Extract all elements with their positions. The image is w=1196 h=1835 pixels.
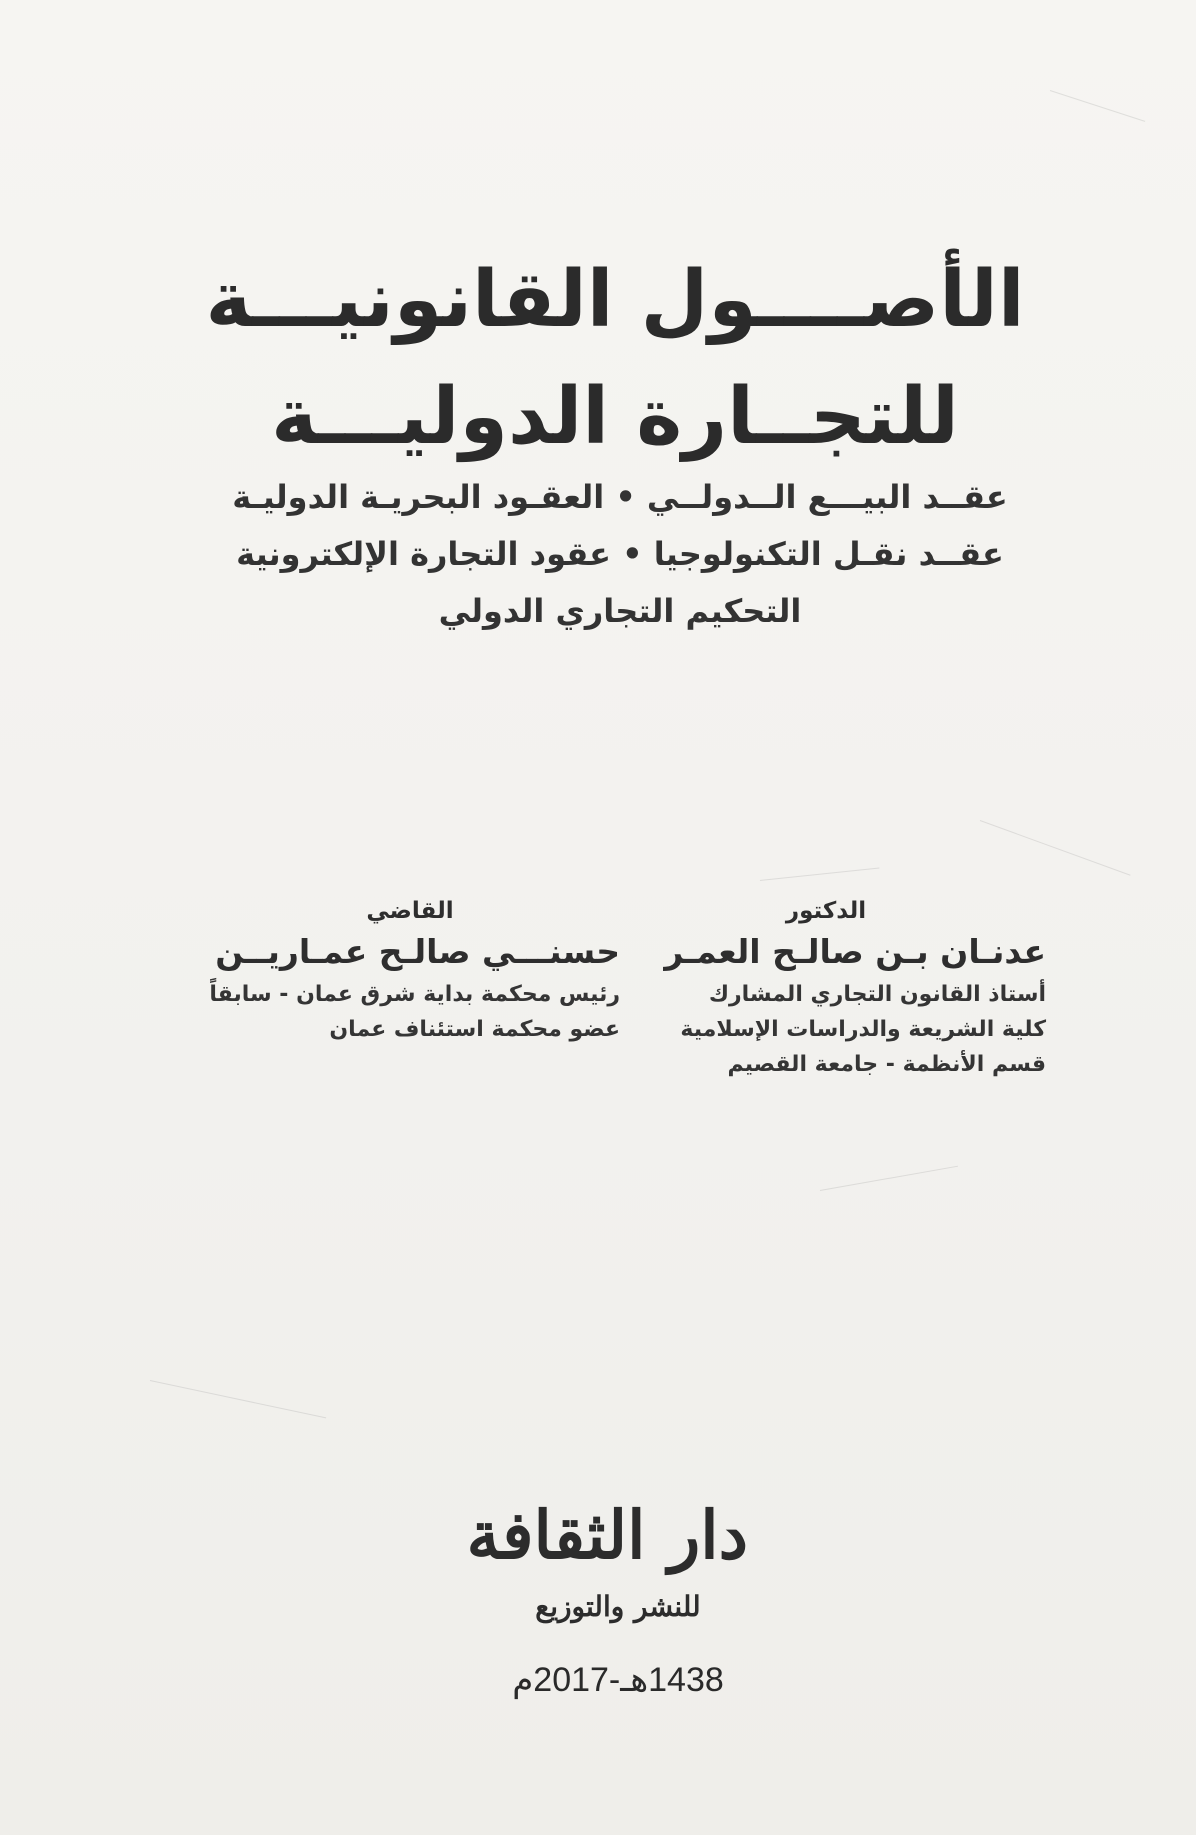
author-role-line: عضو محكمة استئناف عمان [329,1017,620,1042]
subtitle-line-2: عقــد نقـل التكنولوجيا • عقود التجارة الإلكترونية [236,535,1004,573]
scan-streak [980,820,1131,876]
author-role-line: قسم الأنظمة - جامعة القصيم [727,1052,1046,1077]
book-title-line-1: الأصــــول القانونيـــة [205,255,1025,345]
author-honorific: القاضي [366,898,454,924]
subtitle-line-3: التحكيم التجاري الدولي [438,592,802,630]
scan-streak [150,1380,326,1418]
author-name: عدنـان بـن صالـح العمـر [664,932,1046,971]
scan-streak [1050,90,1145,122]
author-block-doctor [626,895,1046,1082]
subtitle-line-1: عقــد البيـــع الــدولــي • العقـود البحريـة الدوليـة [232,478,1008,516]
author-role-line: أستاذ القانون التجاري المشارك [708,982,1046,1007]
author-role-line: كلية الشريعة والدراسات الإسلامية [680,1017,1046,1042]
publisher-logo-sub: للنشر والتوزيع [535,1590,701,1623]
publisher-logo-main: دار الثقافة [466,1496,748,1574]
author-role-line: رئيس محكمة بداية شرق عمان - سابقاً [209,982,620,1007]
scan-streak [820,1166,958,1191]
book-title-line-2: للتجــارة الدوليـــة [271,372,959,462]
publication-year: 1438هـ-2017م [512,1661,724,1699]
author-block-judge [200,895,620,1047]
author-name: حسنـــي صالـح عمـاريــن [215,932,620,971]
scan-streak [760,867,879,881]
publisher-logo [466,1480,748,1650]
author-honorific: الدكتور [785,898,867,924]
